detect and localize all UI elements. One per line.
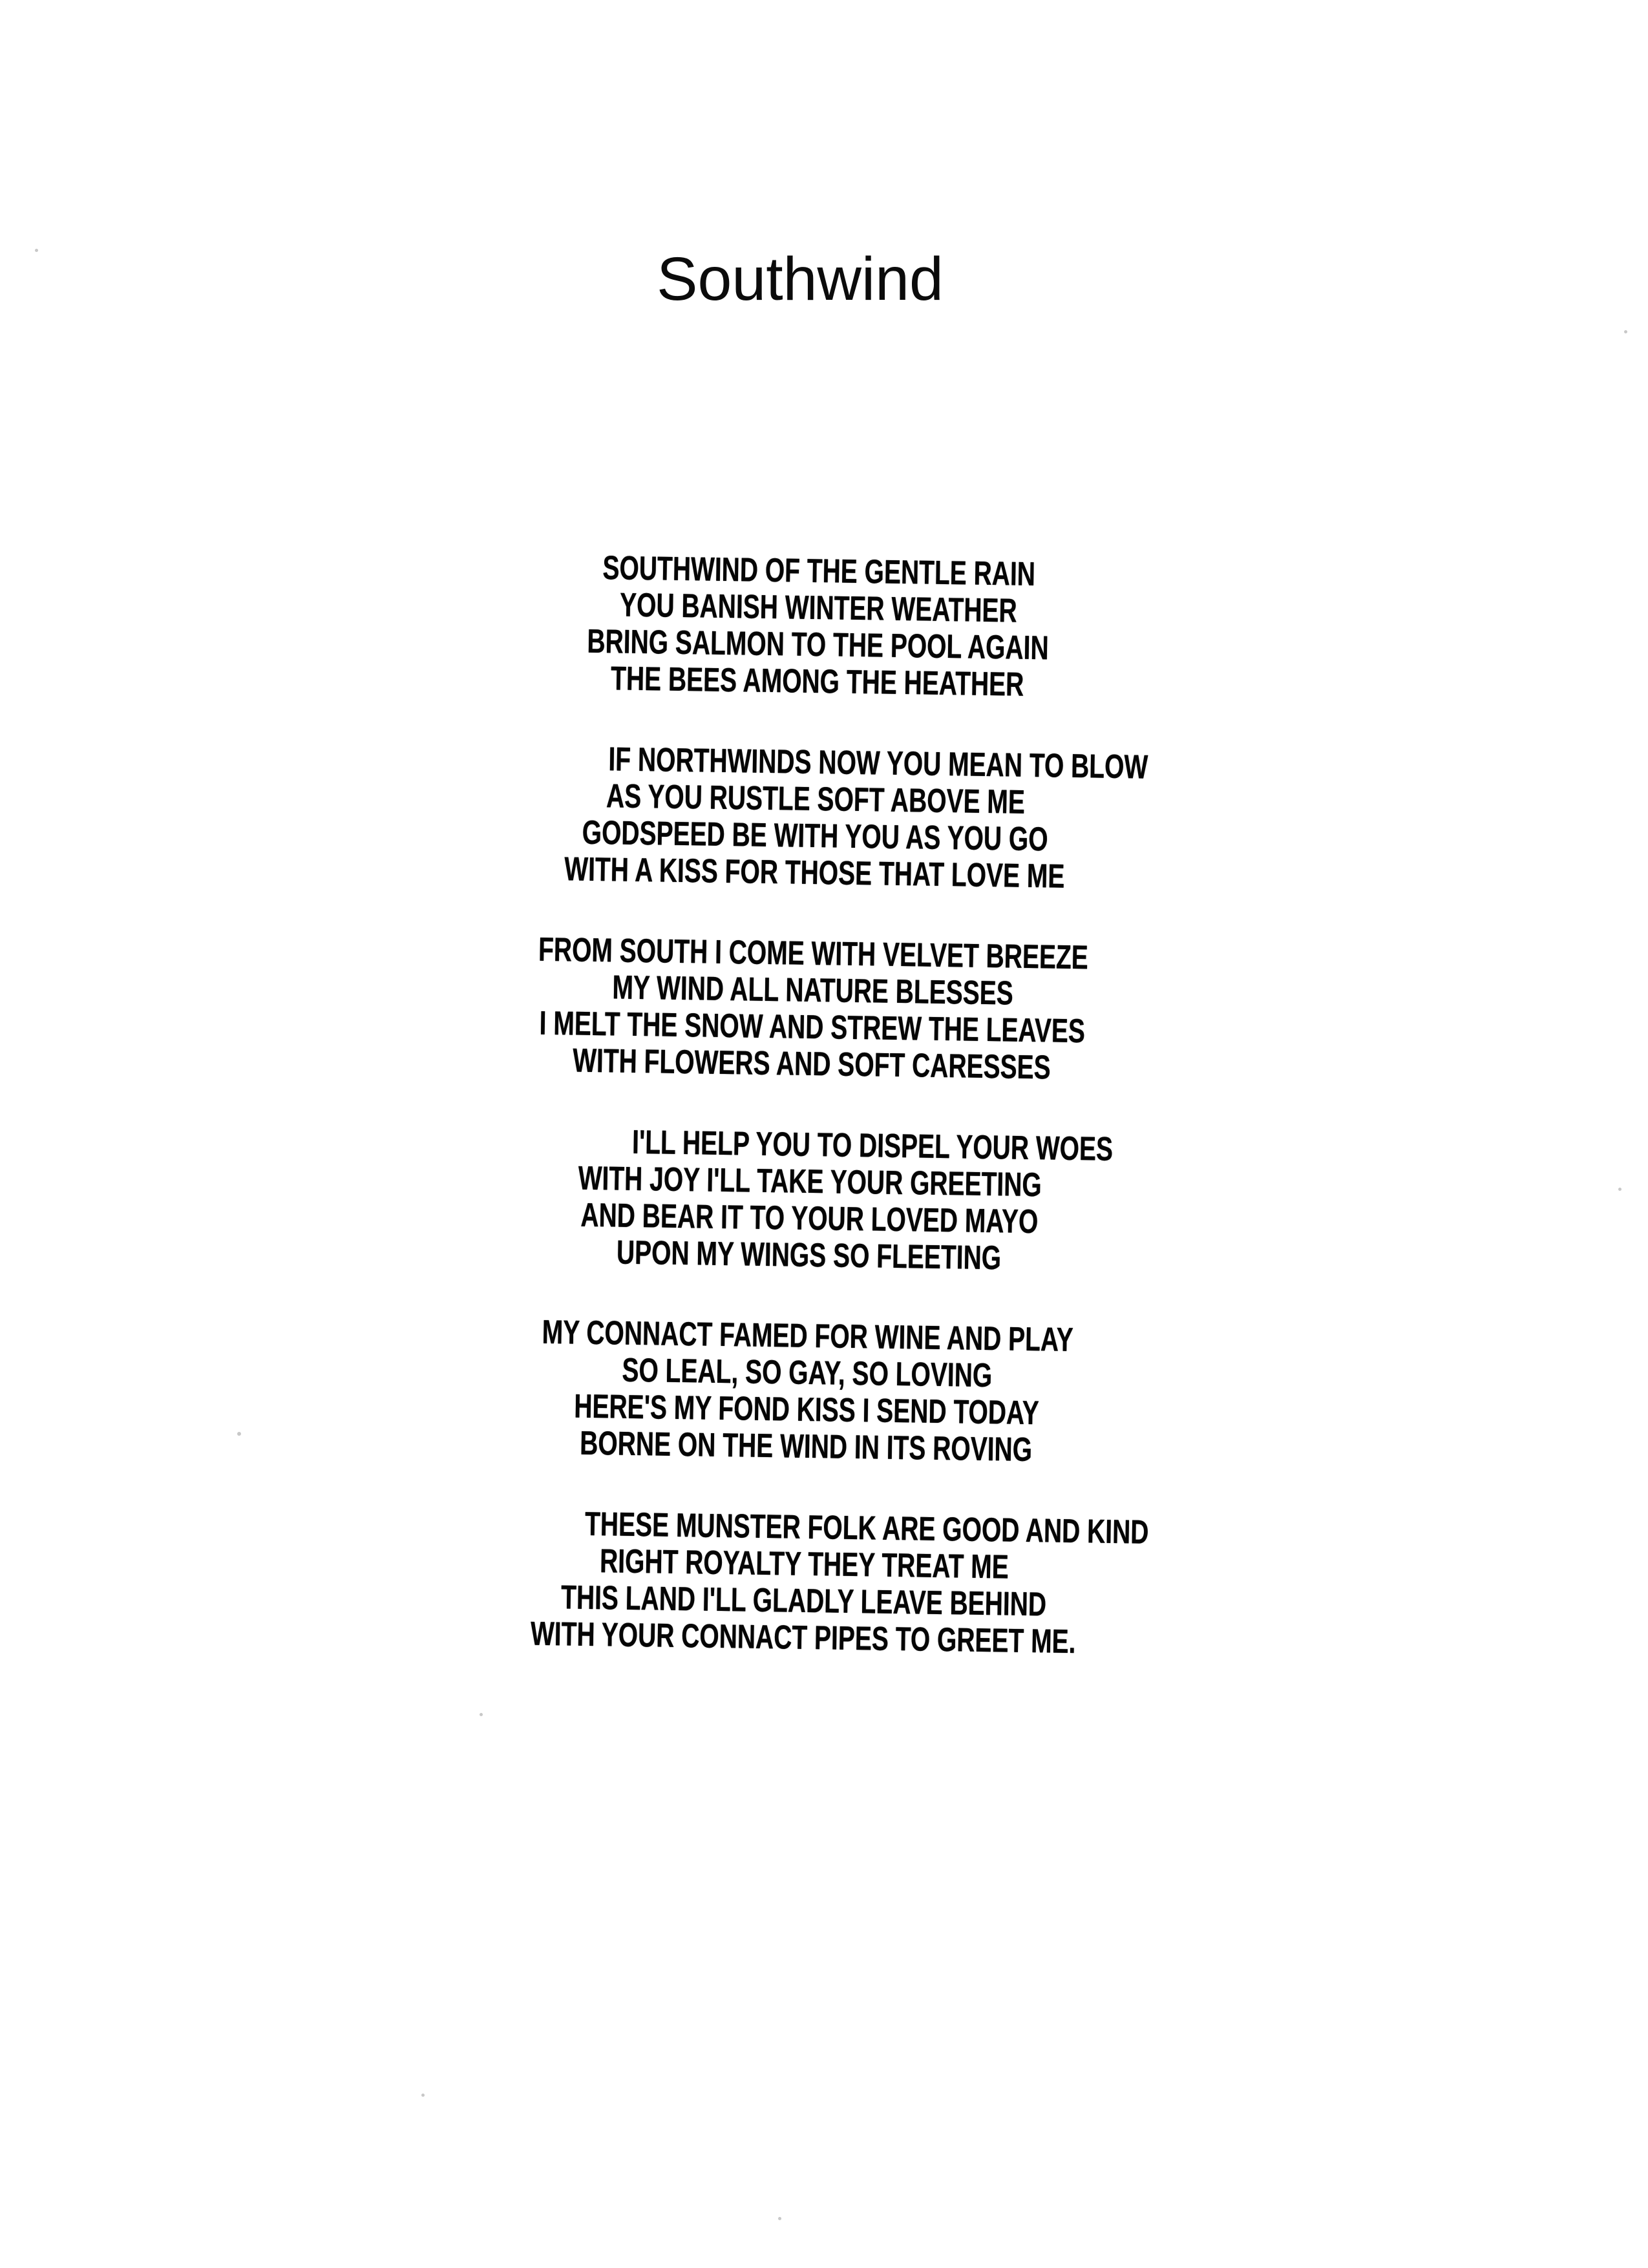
- scan-speck: [237, 1432, 241, 1436]
- poem-line: FROM SOUTH I COME WITH VELVET BREEZE: [538, 930, 1089, 977]
- stanza-6: [185, 1500, 1423, 1666]
- stanza-5: [188, 1309, 1426, 1475]
- poem-line: GODSPEED BE WITH YOU AS YOU GO: [582, 814, 1049, 859]
- scan-speck: [778, 2217, 781, 2220]
- poem-line: AS YOU RUSTLE SOFT ABOVE ME: [606, 777, 1026, 821]
- poem-line: THIS LAND I'LL GLADLY LEAVE BEHIND: [560, 1579, 1047, 1624]
- stanza-2: [196, 735, 1435, 901]
- stanza-3: [193, 927, 1431, 1092]
- poem-line: UPON MY WINGS SO FLEETING: [616, 1234, 1002, 1277]
- poem-line: WITH YOUR CONNACT PIPES TO GREET ME.: [530, 1615, 1076, 1661]
- poem-line: THESE MUNSTER FOLK ARE GOOD AND KIND: [584, 1505, 1149, 1551]
- poem-line: SO LEAL, SO GAY, SO LOVING: [622, 1351, 993, 1395]
- poem-line: I'LL HELP YOU TO DISPEL YOUR WOES: [631, 1123, 1114, 1168]
- poem-line: YOU BANISH WINTER WEATHER: [619, 586, 1018, 630]
- scan-speck: [1618, 1188, 1622, 1191]
- poem-line: BORNE ON THE WIND IN ITS ROVING: [579, 1424, 1033, 1469]
- page-title: Southwind: [657, 245, 944, 313]
- poem-line: HERE'S MY FOND KISS I SEND TODAY: [573, 1387, 1040, 1433]
- poem-line: MY WIND ALL NATURE BLESSES: [612, 969, 1014, 1013]
- poem-line: THE BEES AMONG THE HEATHER: [610, 660, 1024, 704]
- poem-line: SOUTHWIND OF THE GENTLE RAIN: [602, 549, 1036, 594]
- poem-line: I MELT THE SNOW AND STREW THE LEAVES: [539, 1004, 1086, 1051]
- poem-line: AND BEAR IT TO YOUR LOVED MAYO: [580, 1196, 1039, 1241]
- poem-line: WITH JOY I'LL TAKE YOUR GREETING: [578, 1159, 1042, 1204]
- poem-line: RIGHT ROYALTY THEY TREAT ME: [599, 1542, 1009, 1586]
- poem-line: IF NORTHWINDS NOW YOU MEAN TO BLOW: [608, 740, 1148, 786]
- scan-speck: [421, 2094, 425, 2097]
- scan-speck: [480, 1713, 483, 1716]
- scan-speck: [35, 249, 38, 252]
- poem-line: WITH A KISS FOR THOSE THAT LOVE ME: [564, 850, 1065, 896]
- poem-line: BRING SALMON TO THE POOL AGAIN: [587, 622, 1050, 667]
- poem-line: MY CONNACT FAMED FOR WINE AND PLAY: [542, 1313, 1074, 1360]
- scan-speck: [1624, 330, 1627, 333]
- stanza-4: [191, 1118, 1429, 1283]
- stanza-1: [199, 544, 1437, 709]
- poem-body: [0, 541, 1643, 1669]
- poem-line: WITH FLOWERS AND SOFT CARESSES: [572, 1042, 1051, 1087]
